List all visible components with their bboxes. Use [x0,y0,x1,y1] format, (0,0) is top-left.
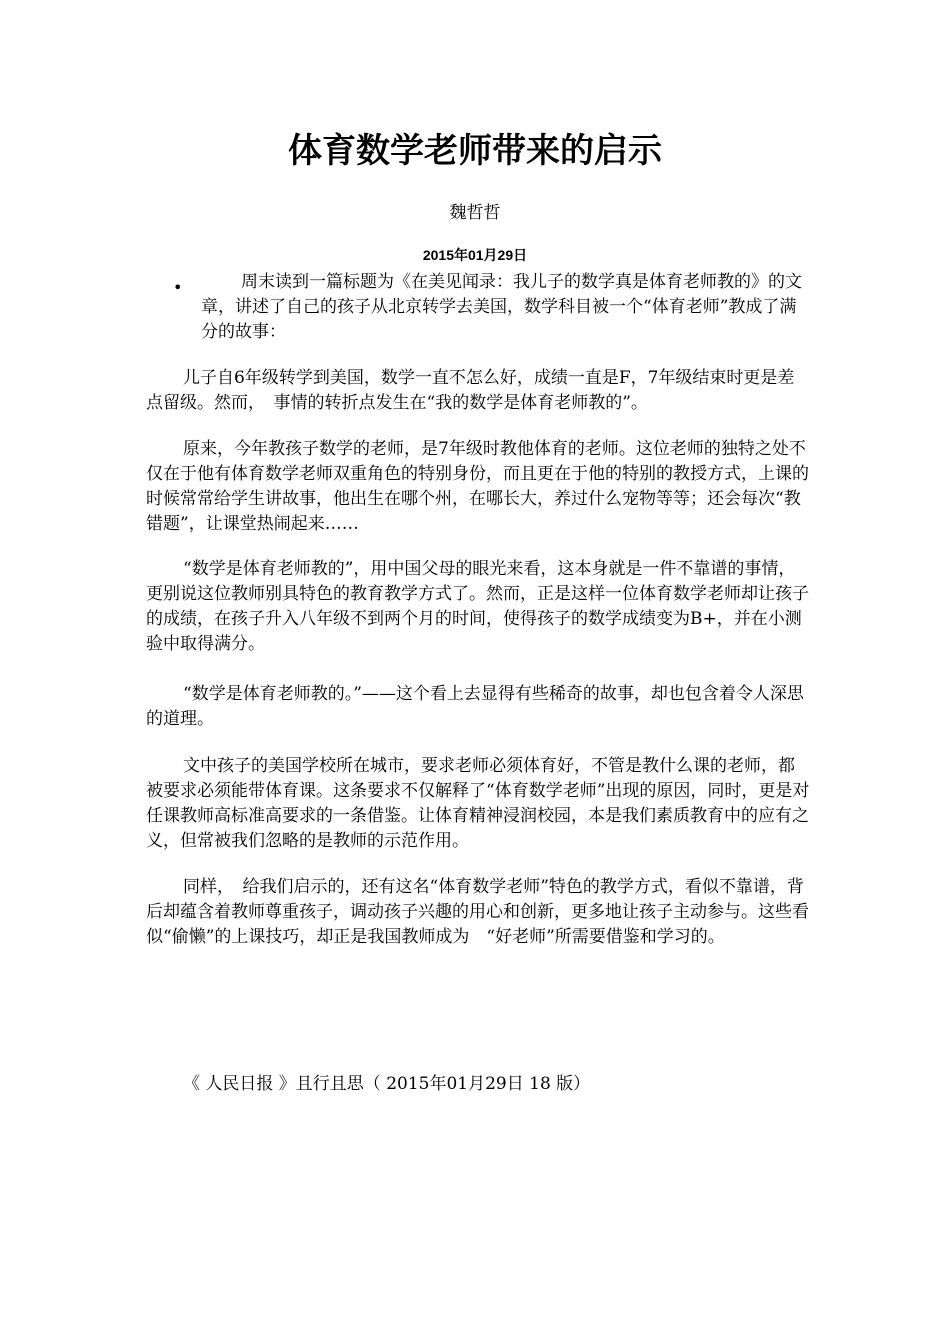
body-paragraph: 原来，今年教孩子数学的老师，是7年级时教他体育的老师。这位老师的独特之处不仅在于他有体育数学老师双重角色的特别身份，而且更在于他的特别的教授方式，上课的时候常常给学生讲故事，他出生在哪个州，在哪长大，养过什么宠物等等；还会每次“教错题”，让课堂热闹起来…… [146,439,809,534]
source-citation: 《 人民日报 》且行且思（ 2015年01月29日 18 版） [183,1074,591,1094]
body-paragraph: 同样， 给我们启示的，还有这名“体育数学老师”特色的教学方式，看似不靠谱，背后却蕴含着教师尊重孩子，调动孩子兴趣的用心和创新，更多地让孩子主动参与。这些看似“偷懒”的上课技巧，却正是我国教师成为 “好老师”所需要借鉴和学习的。 [146,877,809,947]
body-paragraph: 文中孩子的美国学校所在城市，要求老师必须体育好，不管是教什么课的老师，都被要求必须能带体育课。这条要求不仅解释了“体育数学老师”出现的原因，同时，更是对任课教师高标准高要求的一条借鉴。让体育精神浸润校园，本是我们素质教育中的应有之义，但常被我们忽略的是教师的示范作用。 [146,756,810,851]
article-title: 体育数学老师带来的启示 [288,131,662,171]
intro-paragraph: 周末读到一篇标题为《在美见闻录：我儿子的数学真是体育老师教的》的文章，讲述了自己的孩子从北京转学去美国，数学科目被一个“体育老师”教成了满分的故事： [201,272,802,342]
body-paragraph: “数学是体育老师教的。”——这个看上去显得有些稀奇的故事，却也包含着令人深思的道理。 [146,684,804,729]
body-paragraph: “数学是体育老师教的”，用中国父母的眼光来看，这本身就是一件不靠谱的事情，更别说这位教师别具特色的教育教学方式了。然而，正是这样一位体育数学老师却让孩子的成绩，在孩子升入八年级不到两个月的时间，使得孩子的数学成绩变为B+，并在小测验中取得满分。 [146,559,809,654]
article-date: 2015年01月29日 [422,247,528,263]
bullet-icon: • [173,278,183,297]
body-paragraph: 儿子自6年级转学到美国，数学一直不怎么好，成绩一直是F，7年级结束时更是差点留级。然而， 事情的转折点发生在“我的数学是体育老师教的”。 [146,368,795,413]
article-author: 魏哲哲 [449,203,501,223]
